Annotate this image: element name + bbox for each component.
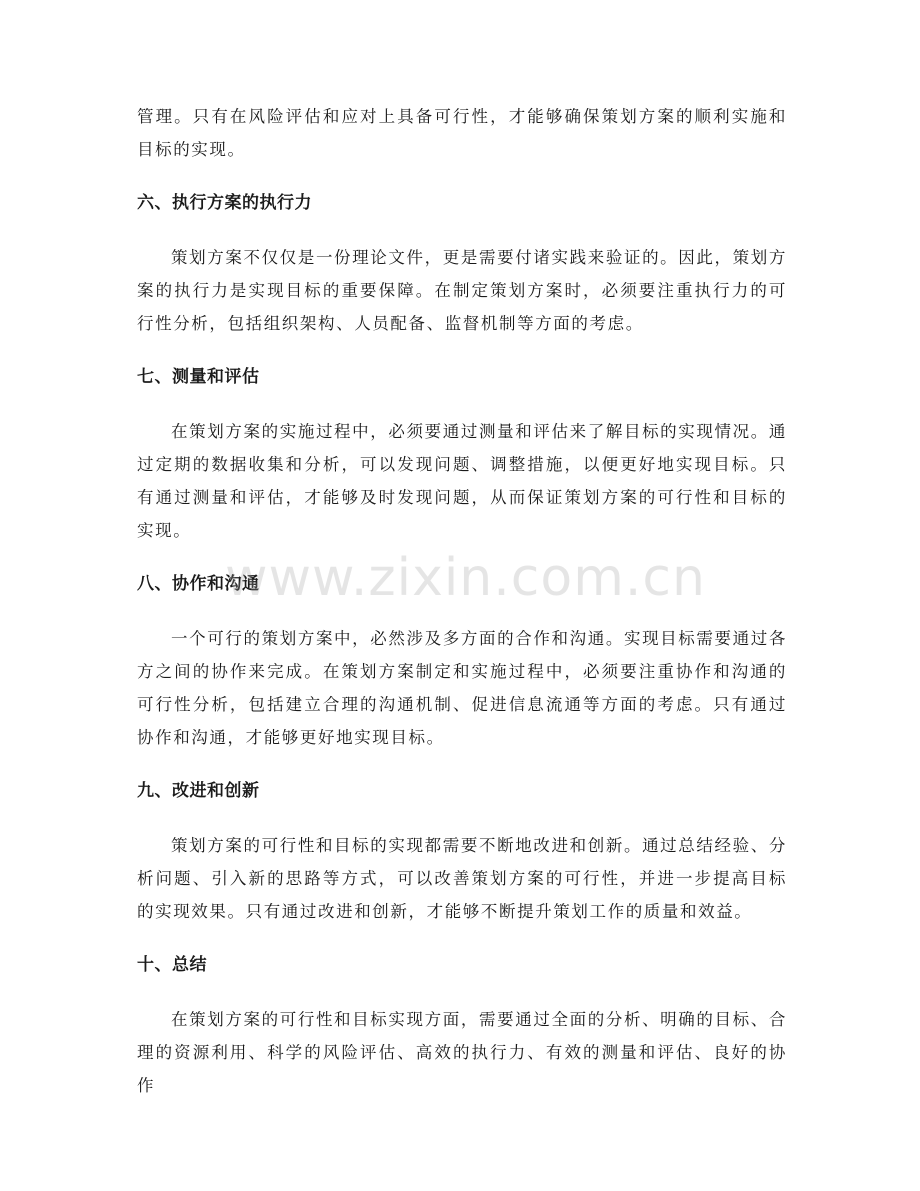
- section-body-9: 策划方案的可行性和目标的实现都需要不断地改进和创新。通过总结经验、分析问题、引入新的思路等方式，可以改善策划方案的可行性，并进一步提高目标的实现效果。只有通过改进和创新，才能够不断提升策划工作的质量和效益。: [137, 836, 787, 921]
- section-heading-8: 八、协作和沟通: [137, 574, 260, 594]
- section-body-10: 在策划方案的可行性和目标实现方面，需要通过全面的分析、明确的目标、合理的资源利用、科学的风险评估、高效的执行力、有效的测量和评估、良好的协作: [137, 1010, 787, 1095]
- section-body-8: 一个可行的策划方案中，必然涉及多方面的合作和沟通。实现目标需要通过各方之间的协作来完成。在策划方案制定和实施过程中，必须要注重协作和沟通的可行性分析，包括建立合理的沟通机制、促进信息流通等方面的考虑。只有通过协作和沟通，才能够更好地实现目标。: [137, 629, 787, 747]
- section-heading-10: 十、总结: [137, 955, 207, 975]
- section-body-6: 策划方案不仅仅是一份理论文件，更是需要付诸实践来验证的。因此，策划方案的执行力是实现目标的重要保障。在制定策划方案时，必须要注重执行力的可行性分析，包括组织架构、人员配备、监督机制等方面的考虑。: [137, 248, 787, 333]
- site-watermark: www.zixin.com.cn: [225, 548, 706, 608]
- section-heading-7: 七、测量和评估: [137, 367, 260, 387]
- section-heading-6: 六、执行方案的执行力: [137, 193, 312, 213]
- section-body-7: 在策划方案的实施过程中，必须要通过测量和评估来了解目标的实现情况。通过定期的数据收集和分析，可以发现问题、调整措施，以便更好地实现目标。只有通过测量和评估，才能够及时发现问题，从而保证策划方案的可行性和目标的实现。: [137, 422, 787, 540]
- document-content: [137, 100, 787, 1102]
- section-heading-9: 九、改进和创新: [137, 781, 260, 801]
- intro-paragraph: 管理。只有在风险评估和应对上具备可行性，才能够确保策划方案的顺利实施和目标的实现。: [137, 107, 787, 159]
